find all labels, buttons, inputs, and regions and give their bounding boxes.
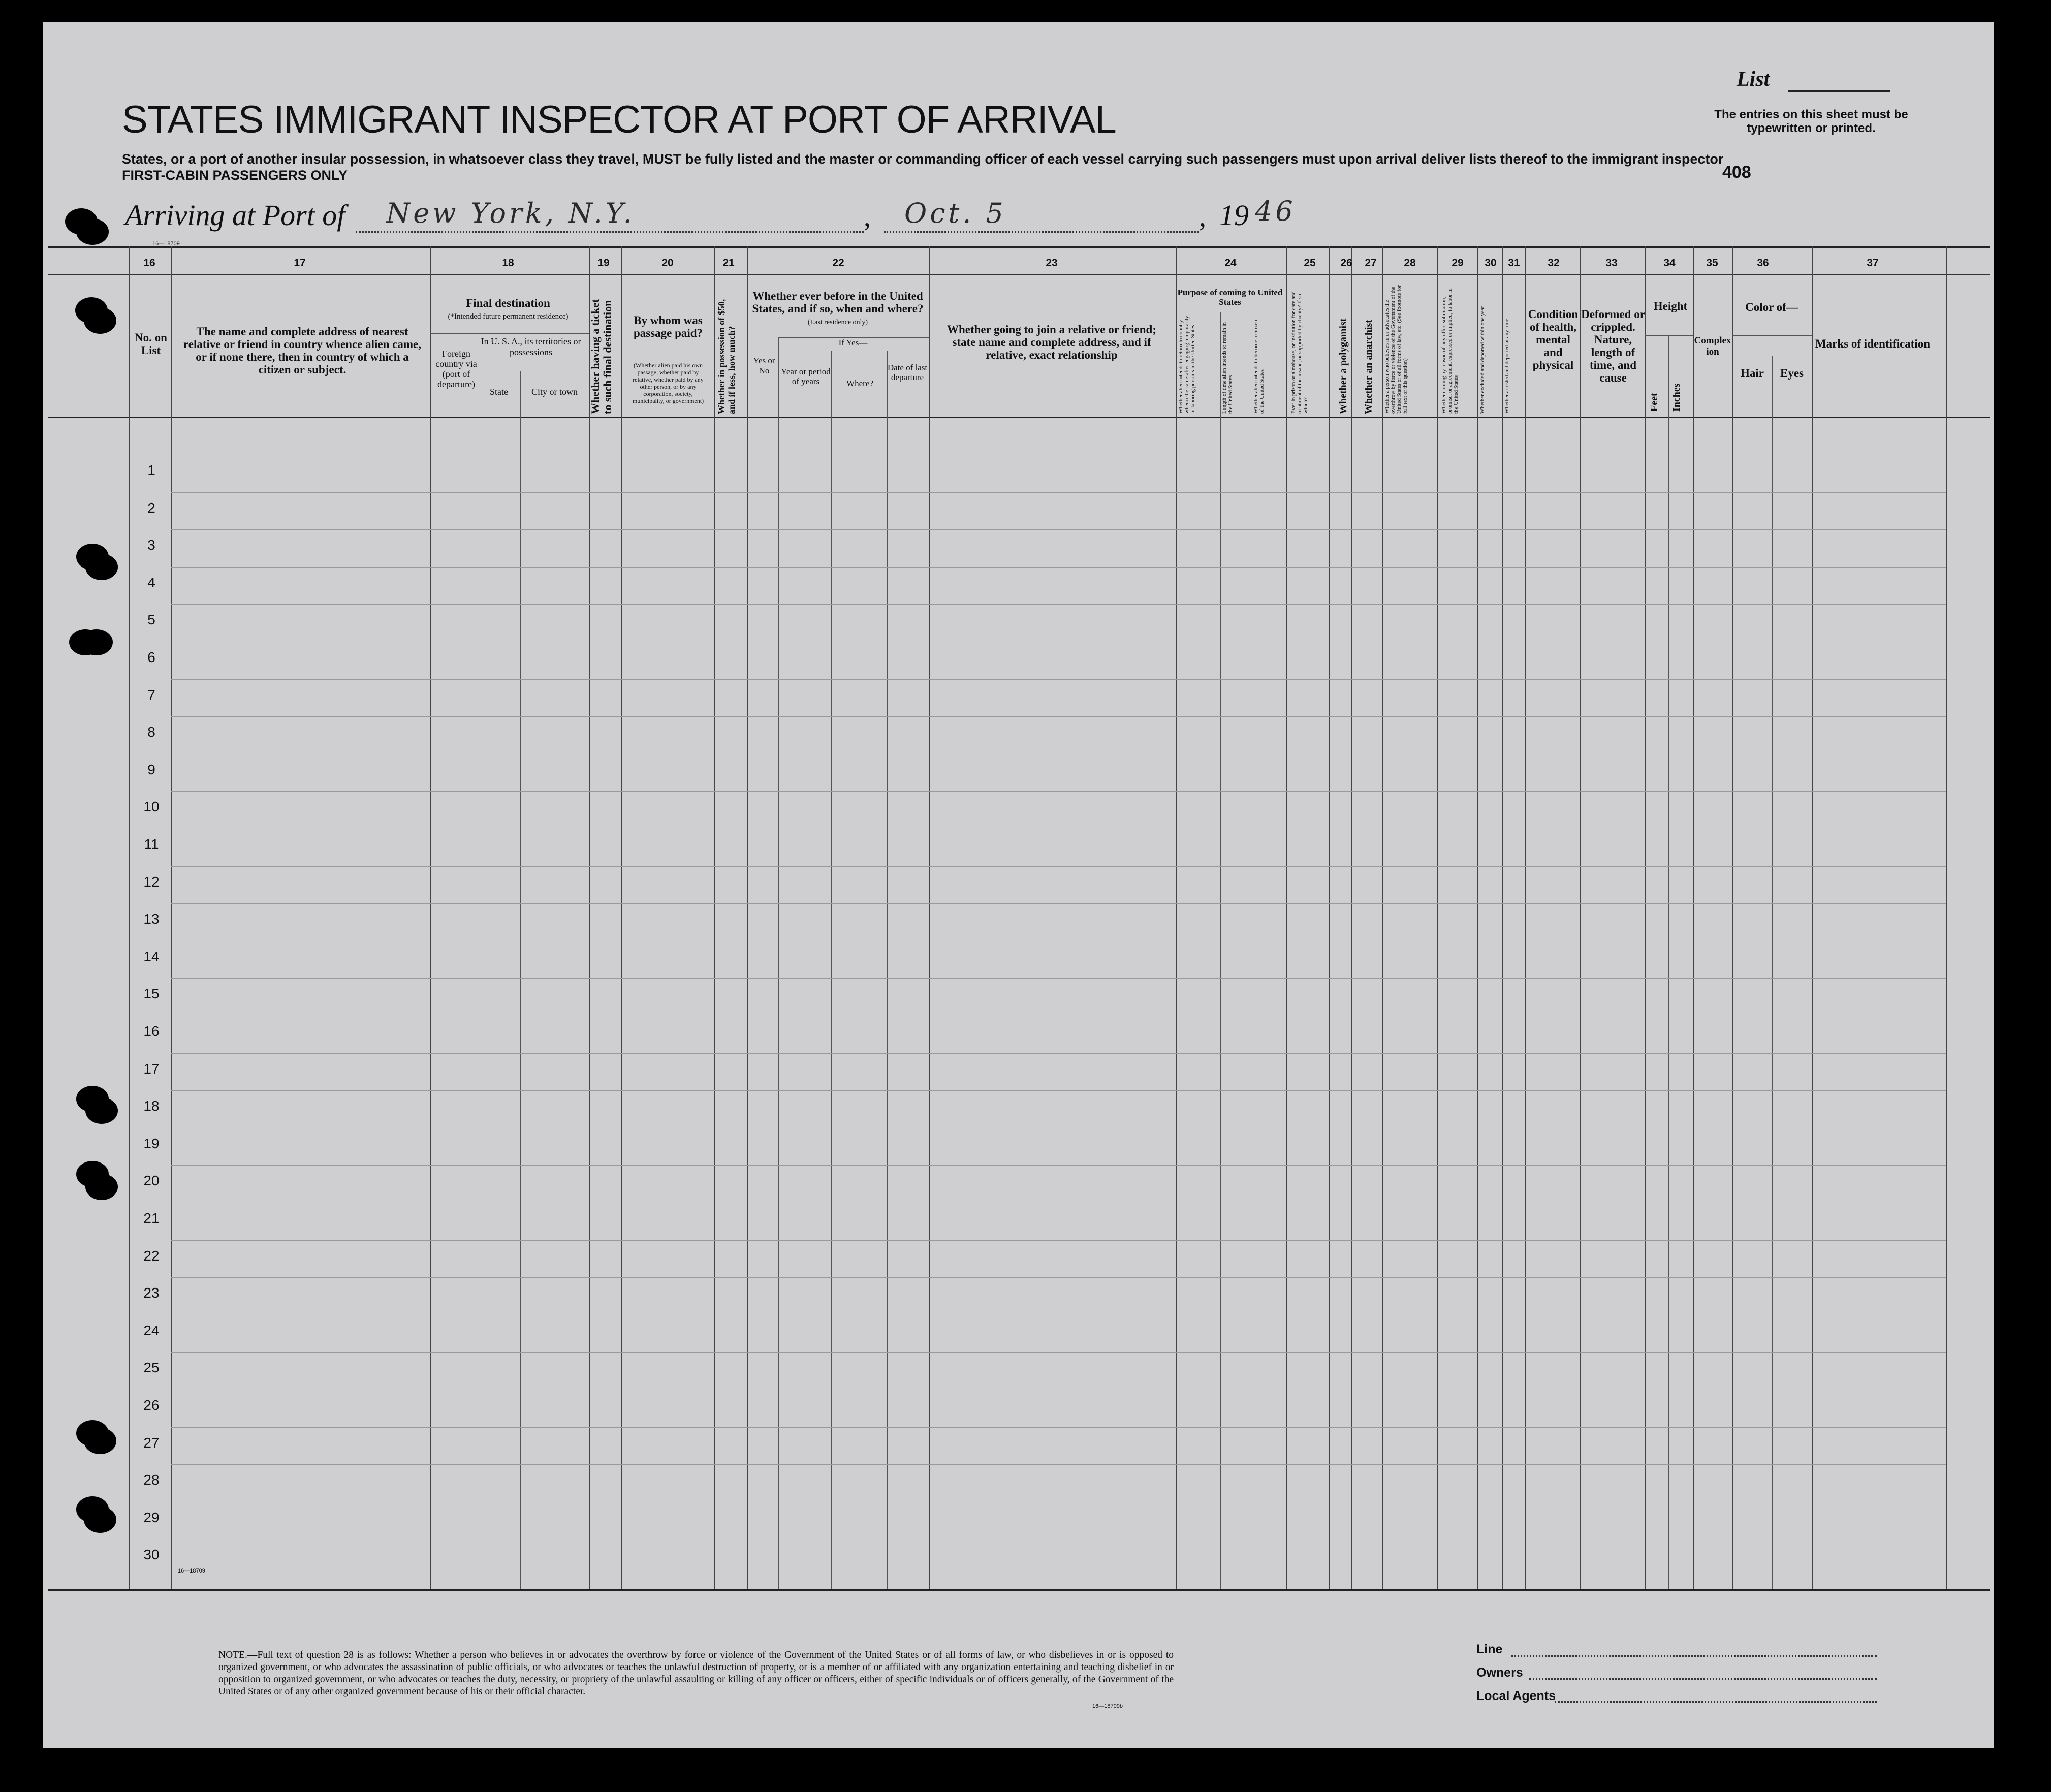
colnum-25: 25 bbox=[1304, 257, 1316, 269]
column-line bbox=[1732, 246, 1733, 1589]
column-line bbox=[621, 246, 622, 1589]
list-number: 408 bbox=[1722, 163, 1751, 182]
colnum-36: 36 bbox=[1757, 257, 1769, 269]
form-title: STATES IMMIGRANT INSPECTOR AT PORT OF ARRIVAL bbox=[122, 98, 1116, 141]
row-line bbox=[171, 866, 1946, 867]
colnum-28: 28 bbox=[1404, 257, 1416, 269]
footer-line-underline bbox=[1511, 1655, 1877, 1657]
footer-owners-label: Owners bbox=[1476, 1665, 1523, 1680]
header-city: City or town bbox=[531, 387, 578, 397]
form-number-note: 16—18709b bbox=[1092, 1703, 1123, 1709]
row-number: 7 bbox=[147, 687, 155, 703]
header-anarchist: Whether an anarchist bbox=[1363, 320, 1374, 414]
column-line bbox=[1286, 246, 1287, 1589]
row-line bbox=[171, 1277, 1946, 1278]
row-number: 17 bbox=[143, 1061, 160, 1077]
row-number: 21 bbox=[143, 1210, 160, 1226]
header-height: Height bbox=[1653, 300, 1688, 312]
colnum-rule bbox=[48, 274, 1990, 275]
row-number: 16 bbox=[143, 1023, 160, 1039]
column-line bbox=[1580, 246, 1581, 1589]
table-bottom-rule bbox=[48, 1589, 1990, 1591]
row-number: 18 bbox=[143, 1098, 160, 1114]
form-number-top: 16—18709 bbox=[152, 241, 180, 247]
header-purpose: Purpose of coming to United States bbox=[1177, 288, 1283, 307]
entries-note: The entries on this sheet must be typewritten or printed. bbox=[1714, 108, 1908, 135]
form-number-table: 16—18709 bbox=[178, 1568, 205, 1574]
header-ever-before: Whether ever before in the United States, and if so, when and where? bbox=[752, 290, 924, 315]
colnum-34: 34 bbox=[1663, 257, 1676, 269]
row-line bbox=[171, 716, 1946, 717]
row-number: 30 bbox=[143, 1547, 160, 1562]
row-line bbox=[171, 791, 1946, 792]
header-eyes: Eyes bbox=[1780, 367, 1804, 380]
footer-owners-underline bbox=[1529, 1678, 1877, 1680]
header-condition-health: Condition of health, mental and physical bbox=[1528, 308, 1579, 371]
punch-hole bbox=[85, 1097, 118, 1124]
column-line bbox=[1812, 246, 1813, 1589]
column-line bbox=[589, 246, 590, 1589]
year-value: 46 bbox=[1255, 195, 1296, 227]
row-number: 4 bbox=[147, 575, 155, 590]
header-hair: Hair bbox=[1741, 367, 1764, 380]
form-sheet bbox=[43, 22, 1994, 1748]
column-line bbox=[1329, 246, 1330, 1589]
colnum-27: 27 bbox=[1365, 257, 1377, 269]
header-in-usa: In U. S. A., its territories or possessions bbox=[481, 336, 581, 357]
row-line bbox=[171, 529, 1946, 530]
row-number: 13 bbox=[143, 911, 160, 927]
colnum-26: 26 bbox=[1340, 257, 1352, 269]
footer-agents-label: Local Agents bbox=[1476, 1689, 1556, 1703]
list-underline bbox=[1788, 90, 1890, 92]
row-line bbox=[171, 1352, 1946, 1353]
row-number: 23 bbox=[143, 1285, 160, 1301]
header-purpose-a: Whether alien intends to return to country whence he came after engaging temporarily in laboring pursuits in the United States bbox=[1178, 316, 1196, 414]
header-complexion: Complexion bbox=[1694, 335, 1731, 357]
header-yes-or-no: Yes or No bbox=[753, 356, 775, 375]
colnum-16: 16 bbox=[143, 257, 155, 269]
row-number: 8 bbox=[147, 724, 155, 740]
header-possession-50: Whether in possession of $50, and if less, how much? bbox=[716, 299, 737, 414]
colnum-37: 37 bbox=[1867, 257, 1879, 269]
row-number: 1 bbox=[147, 462, 155, 478]
column-line bbox=[1382, 246, 1383, 1589]
column-line bbox=[430, 246, 431, 1589]
column-line bbox=[129, 246, 130, 1589]
row-number: 29 bbox=[143, 1510, 160, 1525]
row-line bbox=[171, 1427, 1946, 1428]
row-number: 24 bbox=[143, 1323, 160, 1338]
sub-column-line bbox=[778, 337, 779, 1589]
row-line bbox=[171, 1464, 1946, 1465]
punch-hole bbox=[80, 629, 113, 655]
row-number: 2 bbox=[147, 500, 155, 516]
column-line bbox=[1176, 246, 1177, 1589]
header-going-to-join: Whether going to join a relative or friend; state name and complete address, and if relative, exact relationship bbox=[946, 323, 1157, 361]
punch-hole bbox=[85, 1174, 118, 1200]
comma-1: , bbox=[864, 201, 871, 233]
row-line bbox=[171, 604, 1946, 605]
header-offer-solicitation: Whether coming by reason of any offer, solicitation, promise, or agreement, expressed or implied, to labor in the United States bbox=[1441, 288, 1459, 414]
row-line bbox=[171, 567, 1946, 568]
row-number: 12 bbox=[143, 874, 160, 890]
colnum-23: 23 bbox=[1046, 257, 1058, 269]
punch-hole bbox=[85, 554, 118, 580]
colnum-30: 30 bbox=[1485, 257, 1497, 269]
header-passage-paid-note: (Whether alien paid his own passage, whether paid by relative, whether paid by any other person, or by any corporation, society, municipality, or government) bbox=[632, 362, 704, 404]
column-line bbox=[1693, 246, 1694, 1589]
column-line bbox=[714, 246, 715, 1589]
row-line bbox=[171, 1165, 1946, 1166]
date-underline bbox=[884, 231, 1199, 233]
colnum-31: 31 bbox=[1508, 257, 1520, 269]
column-line bbox=[1645, 246, 1646, 1589]
sub-column-line bbox=[831, 351, 832, 1589]
colnum-35: 35 bbox=[1706, 257, 1718, 269]
sub-column-line bbox=[1772, 356, 1773, 1589]
header-final-destination-note: (*Intended future permanent residence) bbox=[448, 312, 569, 321]
row-number: 14 bbox=[143, 949, 160, 964]
row-number: 19 bbox=[143, 1136, 160, 1151]
sub-column-line bbox=[1220, 312, 1221, 1589]
colnum-24: 24 bbox=[1224, 257, 1237, 269]
comma-2: , bbox=[1199, 201, 1206, 233]
row-line bbox=[171, 1240, 1946, 1241]
subheader-line bbox=[430, 333, 589, 334]
header-nearest-relative: The name and complete address of nearest relative or friend in country whence alien came, or if none there, then in country of which a citizen or subject. bbox=[183, 325, 421, 376]
header-overthrow: Whether a person who believes in or advocates the overthrow by force or violence of the Government of the United States or of all forms of law, etc. (See footnote for full text of this question) bbox=[1384, 285, 1408, 414]
column-line bbox=[1351, 246, 1352, 1589]
arriving-label: Arriving at Port of bbox=[125, 199, 345, 232]
row-number: 27 bbox=[143, 1435, 160, 1451]
port-underline bbox=[356, 231, 864, 233]
footer-line-label: Line bbox=[1476, 1642, 1503, 1656]
row-line bbox=[171, 903, 1946, 904]
row-number: 5 bbox=[147, 612, 155, 627]
row-line bbox=[171, 978, 1946, 979]
header-deformed: Deformed or crippled. Nature, length of time, and cause bbox=[1581, 308, 1645, 384]
colnum-21: 21 bbox=[722, 257, 735, 269]
row-number: 6 bbox=[147, 649, 155, 665]
first-cabin-label: FIRST-CABIN PASSENGERS ONLY bbox=[122, 168, 348, 183]
row-number: 3 bbox=[147, 537, 155, 553]
header-purpose-c: Whether alien intends to become a citizen of the United States bbox=[1253, 320, 1265, 414]
header-state: State bbox=[490, 387, 508, 397]
sub-column-line bbox=[887, 351, 888, 1589]
colnum-32: 32 bbox=[1548, 257, 1560, 269]
row-number: 11 bbox=[144, 836, 159, 852]
colnum-33: 33 bbox=[1605, 257, 1618, 269]
header-last-departure: Date of last departure bbox=[887, 363, 928, 382]
header-passage-paid: By whom was passage paid? bbox=[633, 314, 703, 339]
colnum-29: 29 bbox=[1452, 257, 1464, 269]
row-line bbox=[171, 679, 1946, 680]
header-bottom-rule bbox=[48, 417, 1990, 418]
colnum-20: 20 bbox=[661, 257, 674, 269]
port-value: New York, N.Y. bbox=[386, 197, 635, 229]
subheader-line bbox=[1645, 335, 1693, 336]
row-number: 26 bbox=[143, 1397, 160, 1413]
row-number: 28 bbox=[143, 1472, 160, 1488]
row-line bbox=[171, 1090, 1946, 1091]
header-feet: Feet bbox=[1649, 393, 1660, 412]
column-line bbox=[1525, 246, 1526, 1589]
column-line bbox=[1437, 246, 1438, 1589]
row-number: 25 bbox=[143, 1360, 160, 1375]
colnum-18: 18 bbox=[502, 257, 514, 269]
list-label: List bbox=[1737, 68, 1770, 91]
colnum-17: 17 bbox=[294, 257, 306, 269]
column-line bbox=[929, 246, 930, 1589]
row-number: 20 bbox=[143, 1173, 160, 1188]
header-polygamist: Whether a polygamist bbox=[1338, 318, 1349, 414]
header-ticket: Whether having a ticket to such final destination bbox=[589, 299, 614, 414]
header-no-on-list: No. on List bbox=[135, 331, 167, 357]
year-printed: 19 bbox=[1219, 199, 1249, 232]
column-line bbox=[747, 246, 748, 1589]
header-inches: Inches bbox=[1671, 383, 1682, 412]
header-final-destination: Final destination bbox=[466, 297, 550, 309]
header-color-of: Color of— bbox=[1745, 301, 1798, 313]
punch-hole bbox=[84, 307, 116, 334]
header-where: Where? bbox=[846, 379, 873, 388]
header-foreign-country: Foreign country via (port of departure)— bbox=[435, 349, 477, 399]
punch-hole bbox=[76, 218, 109, 245]
header-prison: Ever in prison or almshouse, or institution for care and treatment of the insane, or supported by charity? If so, which? bbox=[1290, 291, 1309, 414]
column-line bbox=[1946, 246, 1947, 1589]
header-year-period: Year or period of years bbox=[781, 367, 831, 386]
row-number: 15 bbox=[143, 986, 160, 1001]
header-purpose-b: Length of time alien intends to remain in the United States bbox=[1221, 322, 1234, 414]
row-line bbox=[171, 492, 1946, 493]
header-if-yes: If Yes— bbox=[838, 338, 868, 348]
footer-agents-underline bbox=[1555, 1701, 1877, 1703]
punch-hole bbox=[84, 1506, 116, 1533]
footer-note: NOTE.—Full text of question 28 is as follows: Whether a person who believes in or advocates the overthrow by force or violence of the Government of the United States or of all forms of law, or who disbelieves in or is opposed to organized government, or who advocates the assassination of public officials, or who advocates or teaches the unlawful destruction of property, or is a member of or affiliated with any organization entertaining and teaching disbelief in or opposition to organized government, or who advocates or teaches the duty, necessity, or propriety of the unlawful assaulting or killing of any officer or officers, either of specific individuals or of officers generally, of the Government of the United States or of any other organized government because of his or their official character. bbox=[218, 1650, 1174, 1697]
sub-column-line bbox=[520, 371, 521, 1589]
date-value: Oct. 5 bbox=[904, 197, 1006, 229]
column-line bbox=[1477, 246, 1478, 1589]
header-excluded-deported: Whether excluded and deported within one year bbox=[1479, 306, 1486, 414]
header-ever-before-note: (Last residence only) bbox=[807, 319, 868, 326]
sub-column-line bbox=[1668, 335, 1669, 1589]
row-line bbox=[171, 1053, 1946, 1054]
colnum-19: 19 bbox=[597, 257, 610, 269]
row-number: 10 bbox=[143, 799, 160, 814]
table-top-rule bbox=[48, 246, 1990, 248]
column-line bbox=[171, 246, 172, 1589]
subheader-line bbox=[1732, 335, 1812, 336]
row-number: 9 bbox=[147, 762, 155, 777]
header-arrested-deported: Whether arrested and deported at any time bbox=[1504, 319, 1510, 414]
column-line bbox=[1502, 246, 1503, 1589]
row-number: 22 bbox=[143, 1248, 160, 1264]
header-marks-identification: Marks of identification bbox=[1815, 337, 1931, 350]
colnum-22: 22 bbox=[832, 257, 844, 269]
punch-hole bbox=[84, 1428, 116, 1454]
form-subtitle: States, or a port of another insular possession, in whatsoever class they travel, MUST be fully listed and the master or commanding officer of each vessel carrying such passengers must upon arrival deliver lists thereof to the immigrant inspector bbox=[122, 151, 1724, 167]
